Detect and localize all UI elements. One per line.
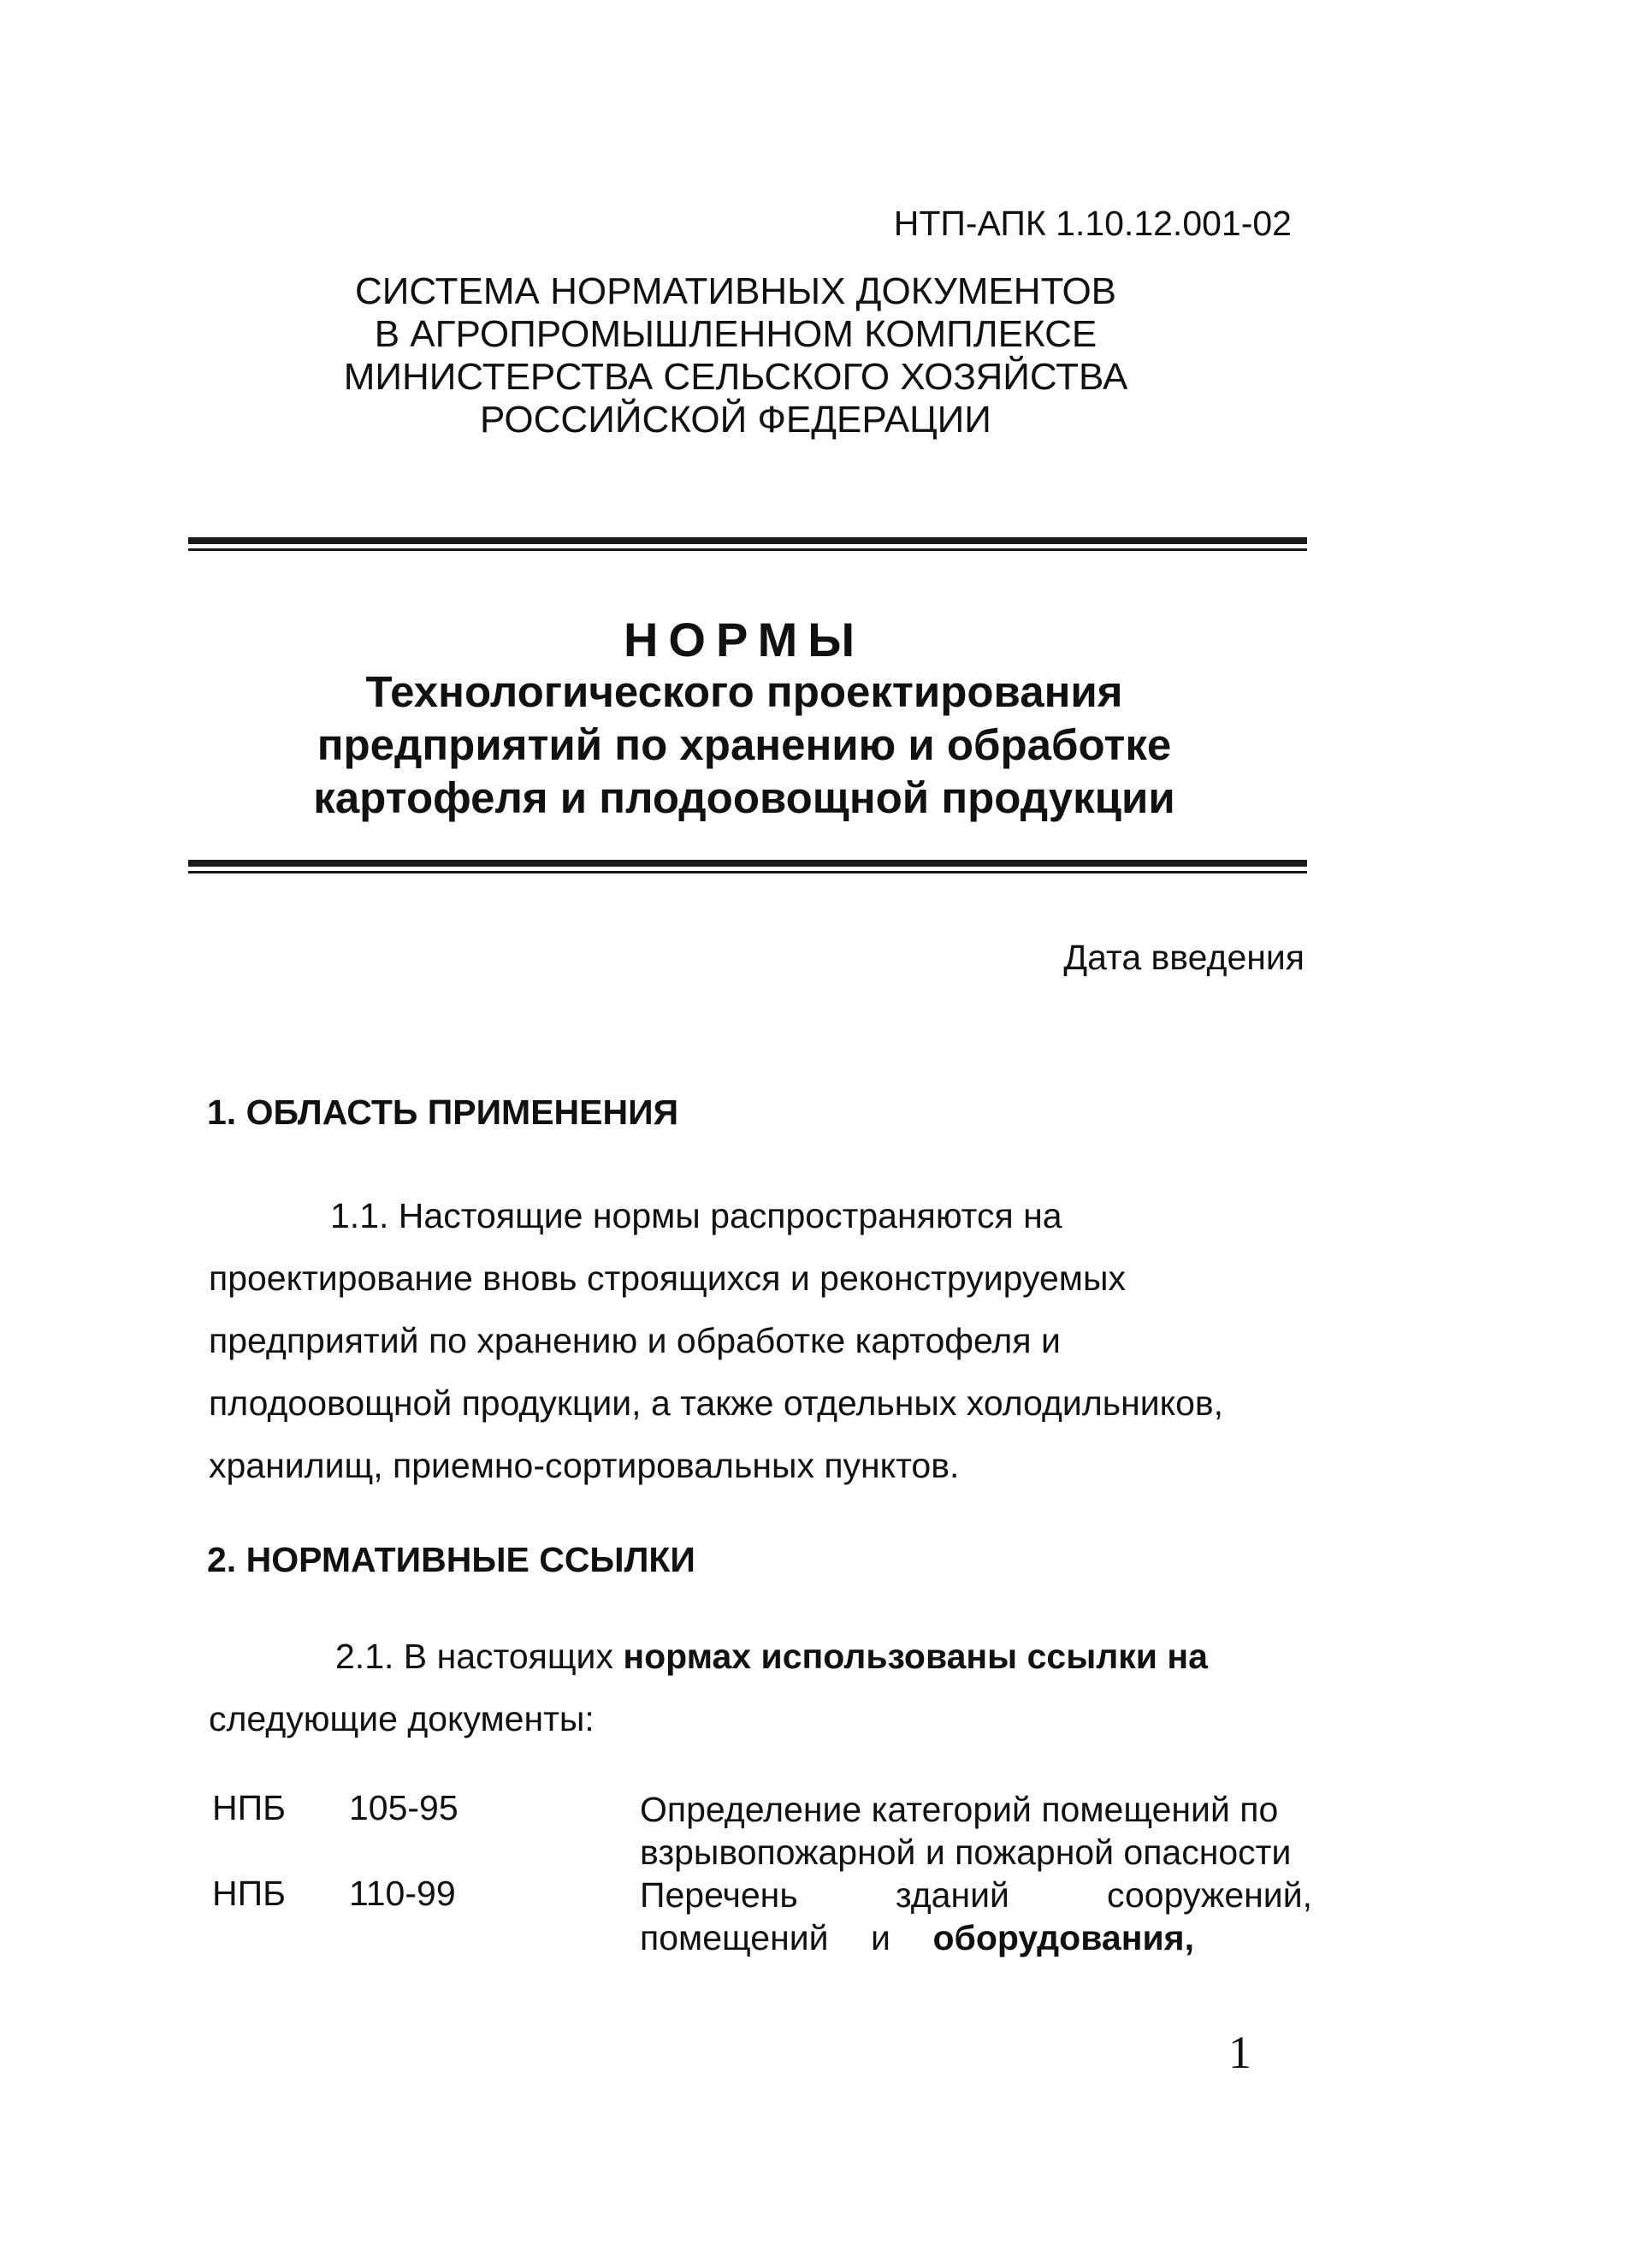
reference-description-line: Перечень зданий сооружений, bbox=[640, 1875, 1312, 1915]
paragraph-line: 2.1. В настоящих нормах использованы ссылки на bbox=[335, 1637, 1208, 1676]
title-line: картофеля и плодоовощной продукции bbox=[313, 773, 1175, 822]
title-line: Технологического проектирования bbox=[365, 667, 1123, 716]
system-line: МИНИСТЕРСТВА СЕЛЬСКОГО ХОЗЯЙСТВА bbox=[343, 356, 1128, 398]
reference-description-line: взрывопожарной и пожарной опасности bbox=[640, 1833, 1292, 1872]
paragraph-line: 1.1. Настоящие нормы распространяются на bbox=[330, 1196, 1062, 1235]
section-2-paragraph bbox=[209, 1625, 1312, 1750]
bottom-divider-thin bbox=[188, 871, 1307, 873]
reference-description bbox=[640, 1788, 1312, 1874]
reference-code: НПБ bbox=[212, 1788, 286, 1827]
document-code: НТП-АПК 1.10.12.001-02 bbox=[893, 204, 1292, 243]
bottom-divider-thick bbox=[188, 860, 1307, 867]
reference-number: 110-99 bbox=[349, 1874, 456, 1913]
paragraph-line: хранилищ, приемно-сортировальных пунктов. bbox=[209, 1446, 960, 1485]
system-line: РОССИЙСКОЙ ФЕДЕРАЦИИ bbox=[480, 399, 991, 441]
reference-description-line: Определение категорий помещений по bbox=[640, 1790, 1279, 1829]
reference-code: НПБ bbox=[212, 1874, 286, 1913]
norms-heading: НОРМЫ bbox=[623, 613, 866, 666]
reference-description bbox=[640, 1874, 1312, 1959]
system-line: В АГРОПРОМЫШЛЕННОМ КОМПЛЕКСЕ bbox=[374, 313, 1097, 355]
section-2-heading: 2. НОРМАТИВНЫЕ ССЫЛКИ bbox=[207, 1540, 695, 1579]
top-divider-thick bbox=[188, 537, 1307, 544]
section-1-heading: 1. ОБЛАСТЬ ПРИМЕНЕНИЯ bbox=[207, 1093, 679, 1132]
paragraph-line: проектирование вновь строящихся и реконструируемых bbox=[209, 1258, 1126, 1298]
paragraph-line: следующие документы: bbox=[209, 1699, 595, 1738]
section-1-paragraph bbox=[209, 1185, 1312, 1497]
paragraph-line: плодоовощной продукции, а также отдельных холодильников, bbox=[209, 1383, 1224, 1423]
document-title bbox=[214, 666, 1275, 825]
page-number: 1 bbox=[1228, 2027, 1251, 2078]
reference-number: 105-95 bbox=[349, 1788, 459, 1827]
paragraph-line: предприятий по хранению и обработке картофеля и bbox=[209, 1321, 1061, 1360]
reference-description-line: помещений и оборудования, bbox=[640, 1918, 1194, 1957]
system-title-block bbox=[257, 270, 1215, 441]
top-divider-thin bbox=[188, 548, 1307, 551]
introduction-date-label: Дата введения bbox=[1063, 938, 1305, 977]
title-line: предприятий по хранению и обработке bbox=[317, 720, 1172, 769]
system-line: СИСТЕМА НОРМАТИВНЫХ ДОКУМЕНТОВ bbox=[354, 270, 1117, 312]
